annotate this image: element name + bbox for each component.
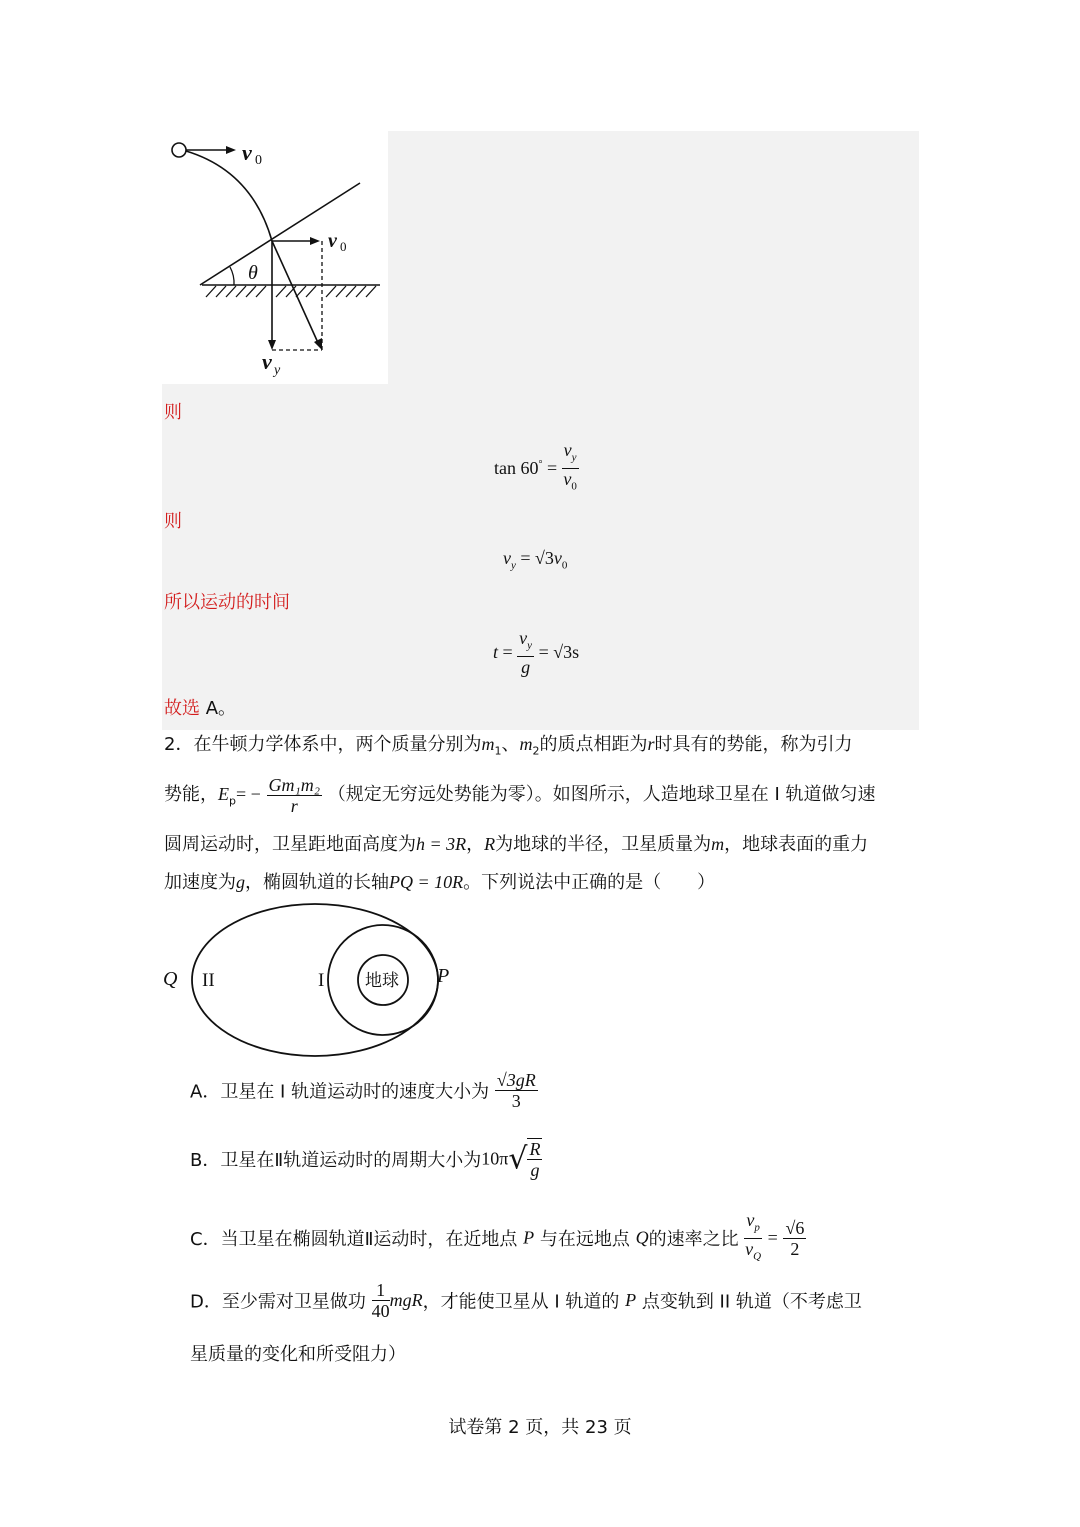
question2-line2: 势能，$E_p=$ − $\frac{\text{Gm₁m₂}}{r}$ （规定无穷远处势能为零）。如图所示，人造地球卫星在 I 轨道做匀速 [164, 774, 876, 816]
option-a: A．卫星在 I 轨道运动时的速度大小为 $\frac{√3gR}{3}$ [190, 1070, 536, 1111]
svg-text:y: y [274, 363, 281, 378]
answer-text: 故选 A。 [164, 698, 237, 719]
time-label: 所以运动的时间 [164, 592, 290, 613]
orbit-label-i: I [318, 970, 325, 991]
earth-label: 地球 [365, 971, 399, 991]
theta-label: θ [248, 262, 258, 284]
orbit-label-p: P [437, 965, 450, 987]
option-c: C．当卫星在椭圆轨道Ⅱ运动时，在近地点 P 与在远地点 Q的速率之比 $\frac{v_p}{v_Q}$ = $\frac{√6}{2}$ [190, 1210, 805, 1263]
equation-time: t = $\frac{v_y}{g}$ = √3s [493, 628, 580, 677]
option-d: D．至少需对卫星做功 $\frac{1}{40}$ mgR，才能使卫星从 I 轨道的 P 点变轨到 II 轨道（不考虑卫 [190, 1280, 862, 1321]
question2-line1: 2．在牛顿力学体系中，两个质量分别为$m_1$、$m_2$的质点相距为r时具有的势能，称为引力 [164, 734, 853, 758]
v0-label-mid: v [328, 230, 337, 252]
svg-text:0: 0 [255, 153, 262, 168]
orbit-diagram [162, 900, 482, 1060]
option-b: B．卫星在Ⅱ轨道运动时的周期大小为10π√ $\frac{R}{g}$ [190, 1139, 541, 1180]
v0-label-top: v [242, 140, 252, 165]
equation-vy: $v_y = √3v_0$ [503, 548, 568, 572]
question2-line3: 圆周运动时，卫星距地面高度为h = 3R，R为地球的半径，卫星质量为m，地球表面的重力 [164, 834, 869, 855]
option-d-line2: 星质量的变化和所受阻力） [190, 1344, 406, 1365]
orbit-label-ii: II [202, 970, 215, 991]
then-text-1: 则 [164, 402, 182, 423]
question2-line4: 加速度为g，椭圆轨道的长轴PQ = 10R。下列说法中正确的是（ ） [164, 872, 716, 893]
vy-label: v [262, 349, 272, 374]
orbit-label-q: Q [163, 968, 178, 990]
projectile-diagram [162, 131, 388, 384]
page-footer: 试卷第 2 页，共 23 页 [448, 1417, 632, 1438]
then-text-2: 则 [164, 511, 182, 532]
equation-tan: tan 60° = $\frac{v_y}{v_0}$ [494, 440, 577, 493]
svg-text:0: 0 [340, 239, 347, 254]
